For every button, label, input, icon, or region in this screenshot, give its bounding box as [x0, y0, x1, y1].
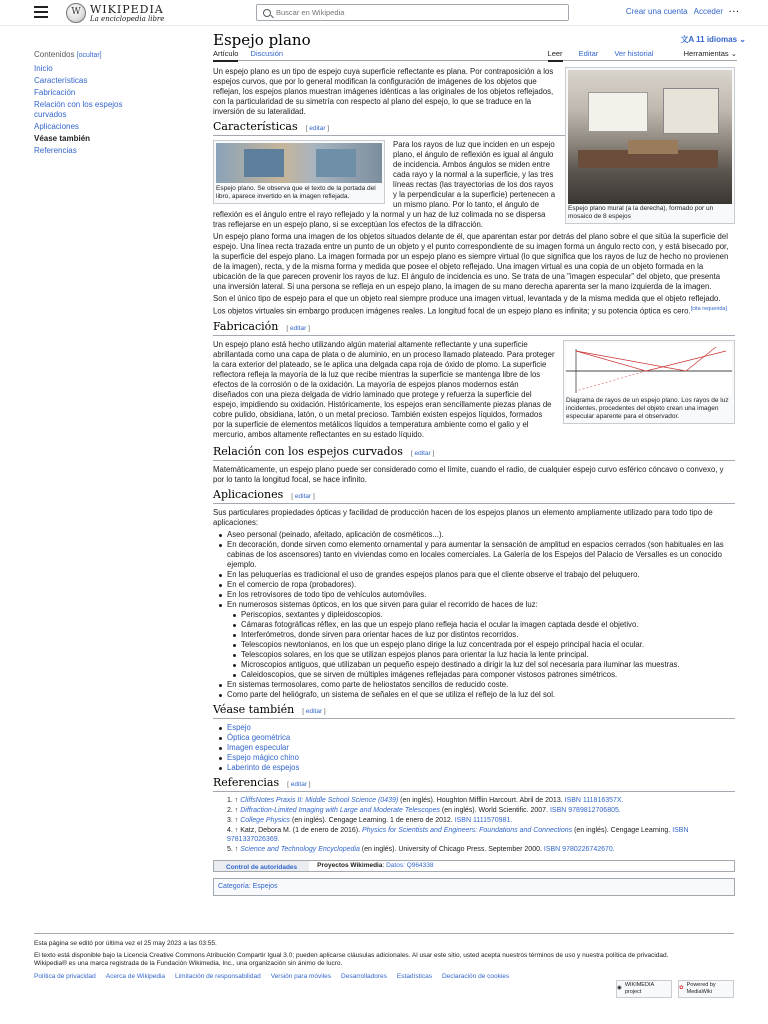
reference-rest: (en inglés). World Scientific. 2007.	[439, 806, 549, 814]
reference-title[interactable]: CliffsNotes Praxis II: Middle School Science (0439)	[240, 796, 399, 804]
reference-title[interactable]: Physics for Scientists and Engineers: Foundations and Connections	[362, 826, 573, 834]
heading-text: Referencias	[213, 775, 280, 789]
footer-link[interactable]: Desarrolladores	[341, 972, 387, 980]
reference-item: 5. ↑ Science and Technology Encyclopedia (en inglés). University of Chicago Press. September 2000. ISBN 9780226742670.	[227, 845, 615, 853]
vease-list	[227, 723, 735, 773]
list-item: En sistemas termosolares, como parte de heliostatos sencillos de reducido coste.	[227, 680, 735, 690]
authority-control-label[interactable]: Control de autoridades	[214, 861, 309, 871]
edit-section-link[interactable]: [ editar ]	[411, 450, 435, 457]
book-mirror-image[interactable]	[216, 143, 382, 183]
authority-control-box	[213, 860, 735, 872]
see-also-link[interactable]: Laberinto de espejos	[227, 763, 735, 773]
thumbnail-book	[213, 140, 385, 204]
toc-header	[34, 50, 204, 60]
toc-hide-button[interactable]: [ocultar]	[76, 52, 102, 59]
toc-item-vease[interactable]: Véase también	[34, 134, 91, 144]
isbn-link[interactable]: ISBN 9781337026369.	[227, 826, 689, 843]
list-item: Telescopios solares, en los que se utilizan espejos planos para orientar la luz hacia la lente principal.	[241, 650, 735, 660]
tab-edit[interactable]: Editar	[578, 49, 599, 58]
list-item: Telescopios newtonianos, en los que un espejo plano dirige la luz concentrada por el espejo principal hacia el ocular.	[241, 640, 735, 650]
isbn-link[interactable]: ISBN 1111570981.	[454, 816, 513, 824]
license-text: El texto está disponible bajo la Licencia Creative Commons Atribución Compartir Igual 3.0; pueden aplicarse cláusulas adicionales. Al usar este sitio, usted acepta nuestros términos de uso y nuestra política de privacidad.	[34, 951, 669, 959]
hamburger-menu-icon[interactable]	[34, 6, 48, 18]
reference-rest: (en inglés). Cengage Learning. 1 de enero de 2012.	[290, 816, 453, 824]
heading-text: Características	[213, 120, 298, 133]
mediawiki-logo-icon: ✿	[679, 985, 684, 992]
toc-item-referencias[interactable]: Referencias	[34, 146, 77, 156]
heading-text: Aplicaciones	[213, 487, 284, 501]
edit-section-link[interactable]: [ editar ]	[286, 325, 310, 332]
tab-tools[interactable]: Herramientas ⌄	[683, 49, 737, 58]
heading-text: Véase también	[213, 702, 295, 716]
list-item-text: En numerosos sistemas ópticos, en los que sirven para guiar el recorrido de haces de luz:	[227, 599, 538, 609]
reference-title[interactable]: Diffraction-Limited Imaging with Large and Moderate Telescopes	[240, 806, 440, 814]
reference-item: 1. ↑ CliffsNotes Praxis II: Middle School Science (0439) (en inglés). Houghton Mifflin Harcourt. Abril de 2013. ISBN 111816357X.	[227, 796, 624, 804]
section-heading-vease	[213, 702, 735, 719]
thumb-caption-book: Espejo plano. Se observa que el texto de la portada del libro, aparece invertido en la imagen reflejada.	[216, 185, 376, 200]
logo-subtitle: La enciclopedia libre	[90, 15, 165, 23]
badge-text: Powered by MediaWiki	[686, 981, 716, 995]
wikipedia-wordmark[interactable]	[90, 4, 164, 23]
reference-title[interactable]: College Physics	[240, 816, 291, 824]
toc-item-aplicaciones[interactable]: Aplicaciones	[34, 122, 79, 132]
reference-title[interactable]: Science and Technology Encyclopedia	[240, 845, 360, 853]
wikipedia-globe-logo[interactable]: W	[66, 3, 86, 23]
optical-systems-list	[241, 610, 735, 680]
list-item: Caleidoscopios, que se sirven de múltiples imágenes reflejadas para componer vistosos patrones simétricos.	[241, 670, 735, 680]
mediawiki-badge[interactable]	[678, 980, 734, 998]
page-title: Espejo plano	[213, 31, 311, 49]
login-link[interactable]: Acceder	[693, 7, 723, 16]
list-item: En las peluquerías es tradicional el uso de grandes espejos planos para que el cliente observe el trabajo del peluquero.	[227, 570, 735, 580]
reference-author: Katz, Debora M. (1 de enero de 2016).	[240, 826, 363, 834]
list-item: En el comercio de ropa (probadores).	[227, 580, 735, 590]
list-item: Periscopios, sextantes y dipleidoscopios.	[241, 610, 735, 620]
see-also-link[interactable]: Espejo	[227, 723, 735, 733]
tab-discussion[interactable]: Discusión	[250, 49, 284, 58]
list-item: Interferómetros, donde sirven para orientar haces de luz por distintos recorridos.	[241, 630, 735, 640]
logo-title: WIKIPEDIA	[90, 3, 164, 16]
toc-item-caracteristicas[interactable]: Características	[34, 76, 88, 86]
footer-link[interactable]: Política de privacidad	[34, 972, 96, 980]
reference-rest: (en inglés). University of Chicago Press. September 2000.	[359, 845, 542, 853]
thumb-caption-diagram: Diagrama de rayos de un espejo plano. Los rayos de luz incidentes, procedentes del objeto crean una imagen especular aparente para el observador.	[566, 396, 729, 420]
citation-needed[interactable]: [cita requerida]	[690, 306, 728, 312]
header	[0, 0, 768, 26]
tab-read[interactable]: Leer	[548, 49, 563, 62]
caracteristicas-paragraph-1: Para los rayos de luz que inciden en un espejo plano, el ángulo de reflexión es igual al ángulo de incidencia. Ambos ángulos se miden entre cada rayo y la normal a la superficie, y las tres líneas rectas (las trayectorias de los dos rayos y la perpendicular a la superficie) pertenecen a un mismo plano. Por lo tanto, el ángulo de reflexión es el ángulo entre el rayo reflejado y la normal y un haz de luz colimada no se dispersa tras reflejarse en un espejo plano, si se exceptúan los efectos de la difracción.	[213, 140, 556, 229]
intro-paragraph: Un espejo plano es un tipo de espejo cuya superficie reflectante es plana. Por contraposición a los espejos curvos, que por lo general modifican la configuración de imágenes de los objetos que reflejan, los espejos planos muestran imágenes idénticas a las originales de los objetos reflejados, con la particularidad de su simetría con respecto al plano del espejo, lo que se traduce en la inversión de su lateralidad.	[213, 67, 554, 116]
category-label[interactable]: Categoría:	[218, 882, 251, 890]
footer-link[interactable]: Declaración de cookies	[441, 972, 510, 980]
thumb-caption-mural: Espejo plano mural (a la derecha), formado por un mosaico de 8 espejos	[568, 205, 714, 220]
reference-rest: (en inglés). Houghton Mifflin Harcourt. Abril de 2013.	[398, 796, 563, 804]
edit-section-link[interactable]: [ editar ]	[287, 781, 311, 788]
authority-value: Proyectos Wikimedia: Datos: Q964338	[317, 861, 434, 869]
section-heading-fabricacion	[213, 319, 735, 336]
toc-item-relacion[interactable]: Relación con los espejos curvados	[34, 100, 123, 120]
list-item: En los retrovisores de todo tipo de vehículos automóviles.	[227, 590, 735, 600]
caracteristicas-paragraph-3	[213, 294, 735, 317]
list-item: Microscopios antiguos, que utilizaban un pequeño espejo destinado a dirigir la luz del sol necesaria para iluminar las muestras.	[241, 660, 735, 670]
isbn-link[interactable]: ISBN 9789812706805.	[549, 806, 621, 814]
search-box[interactable]	[256, 4, 569, 21]
edit-section-link[interactable]: [ editar ]	[291, 493, 315, 500]
page-tabs	[213, 49, 737, 61]
search-input[interactable]	[276, 8, 556, 17]
footer-link[interactable]: Versión para móviles	[270, 972, 332, 980]
wikimedia-logo-icon: ◉	[617, 985, 622, 992]
language-button[interactable]: 文A 11 idiomas ⌄	[680, 35, 746, 44]
heading-text: Fabricación	[213, 319, 279, 333]
language-count: 11 idiomas	[696, 35, 738, 44]
relacion-paragraph: Matemáticamente, un espejo plano puede ser considerado como el límite, cuando el radio, de cualquier espejo curvo esférico cóncavo o convexo, y por lo tanto la longitud focal, se hace infinito.	[213, 464, 724, 484]
reference-item: 4. ↑ Katz, Debora M. (1 de enero de 2016). Physics for Scientists and Engineers: Foundations and Connections (en inglés). Cengage Learning. ISBN 9781337026369.	[227, 826, 689, 843]
footer-link[interactable]: Acerca de Wikipedia	[105, 972, 166, 980]
edit-section-link[interactable]: [ editar ]	[306, 125, 330, 132]
caracteristicas-paragraph-2: Un espejo plano forma una imagen de los objetos situados delante de él, que aparentan estar por detrás del plano sobre el que sitúa la superficie del espejo. Una línea recta trazada entre un punto de un objeto y el punto correspondiente de su imagen forma un ángulo recto con, y está bisecado por, la superficie del espejo plano. La imagen formada por un espejo plano es siempre virtual (lo que significa que los rayos de luz de hecho no provienen de la imagen), recta, y de la misma forma y medida que posee el objeto reflejado. Una imagen virtual es una copia de un objeto formada en la ubicación de la que parecen provenir los rayos de luz. El ángulo de incidencia es uno. Se trata de una "imagen especular" del objeto, que presenta una inversión lateral. Si una persona se refleja en un espejo plano, la imagen de su mano derecha aparenta ser la mano izquierda de la imagen.	[213, 232, 729, 291]
thumbnail-mural	[565, 67, 735, 224]
aplicaciones-list	[227, 530, 735, 700]
wikimedia-badge[interactable]	[616, 980, 672, 998]
toc-item-inicio[interactable]: Inicio	[34, 64, 53, 74]
toc-title: Contenidos	[34, 50, 75, 59]
edit-section-link[interactable]: [ editar ]	[302, 708, 326, 715]
search-icon	[263, 9, 271, 17]
toc-item-fabricacion[interactable]: Fabricación	[34, 88, 76, 98]
mural-mirror-image[interactable]	[568, 70, 732, 204]
trademark-text: Wikipedia® es una marca registrada de la Fundación Wikimedia, Inc., una organización sin ánimo de lucro.	[34, 960, 343, 967]
more-options-icon[interactable]: ···	[729, 7, 740, 16]
list-item: En decoración, donde sirven como elemento ornamental y para aumentar la sensación de amplitud en espacios cerrados (son habituales en las cabinas de los ascensores) tanto en viviendas como en locales comerciales. La Galería de los Espejos del Palacio de Versalles es un conocido ejemplo.	[227, 540, 735, 570]
car-p3-text: Son el único tipo de espejo para el que un objeto real siempre produce una imagen virtual, levantada y de la misma medida que el objeto reflejado. Los objetos virtuales sin embargo producen imágenes reales. La longitud focal de un espejo plano es infinita; y su potencia óptica es cero.	[213, 294, 721, 316]
last-edited: Esta página se editó por última vez el 25 may 2023 a las 03:55.	[34, 940, 217, 947]
list-item: Como parte del heliógrafo, un sistema de señales en el que se utiliza el reflejo de la luz del sol.	[227, 690, 735, 700]
footer-link[interactable]: Estadísticas	[396, 972, 432, 980]
section-heading-referencias	[213, 775, 735, 792]
list-item: Cámaras fotográficas réflex, en las que un espejo plano refleja hacia el ocular la imagen captada desde el objetivo.	[241, 620, 735, 630]
ray-diagram-image[interactable]	[566, 343, 732, 395]
list-item	[227, 600, 735, 680]
table-of-contents	[34, 50, 204, 157]
section-heading-relacion	[213, 444, 735, 461]
section-heading-aplicaciones	[213, 487, 735, 504]
isbn-link[interactable]: ISBN 111816357X.	[564, 796, 624, 804]
wikimedia-projects-label: Proyectos Wikimedia	[317, 861, 383, 869]
footer-badges	[616, 980, 734, 998]
reference-item: 3. ↑ College Physics (en inglés). Cengage Learning. 1 de enero de 2012. ISBN 1111570981.	[227, 816, 513, 824]
wikidata-link[interactable]: Datos: Q964338	[386, 861, 434, 869]
reference-item: 2. ↑ Diffraction-Limited Imaging with Large and Moderate Telescopes (en inglés). World Scientific. 2007. ISBN 9789812706805.	[227, 806, 621, 814]
list-item: Aseo personal (peinado, afeitado, aplicación de cosméticos...).	[227, 530, 735, 540]
reference-rest: (en inglés). Cengage Learning.	[572, 826, 671, 834]
references-list	[227, 796, 735, 854]
category-link[interactable]: Espejos	[252, 882, 278, 890]
footer-link[interactable]: Limitación de responsabilidad	[175, 972, 261, 980]
see-also-link[interactable]: Óptica geométrica	[227, 733, 735, 743]
heading-text: Relación con los espejos curvados	[213, 444, 403, 458]
footer	[34, 933, 734, 981]
see-also-link[interactable]: Espejo mágico chino	[227, 753, 735, 763]
badge-text: WIKIMEDIA project	[624, 981, 654, 995]
aplicaciones-intro: Sus particulares propiedades ópticas y facilidad de producción hacen de los espejos planos un elemento ampliamente utilizado para todo tipo de aplicaciones:	[213, 507, 713, 527]
tools-label: Herramientas	[683, 49, 729, 58]
tab-history[interactable]: Ver historial	[614, 49, 654, 58]
isbn-link[interactable]: ISBN 9780226742670.	[543, 845, 615, 853]
thumbnail-ray-diagram	[563, 340, 735, 424]
see-also-link[interactable]: Imagen especular	[227, 743, 735, 753]
fabricacion-paragraph: Un espejo plano está hecho utilizando algún material altamente reflectante y una superficie abrillantada como una capa de plata o de aluminio, en un proceso llamado plateado. Para proteger la cara exterior del plateado, se le aplica una delgada capa roja de óxido de plomo. La superficie reflectora refleja la mayoría de la luz que recibe mientras la superficie se mantenga libre de los efectos de la corrosión o de la oxidación. La mayoría de espejos planos modernos están diseñados con una pieza delgada de vidrio laminado que protege y refuerza la superficie del espejo, impidiendo su oxidación. Históricamente, los espejos eran sencillamente piezas planas de cobre pulido, obsidiana, latón, o un metal precioso. También existen espejos líquidos, formados por la superficie de elementos metálicos líquidos a temperatura ambiente como el galio y el mercurio, ambos altamente reflectantes en su estado líquido.	[213, 339, 555, 439]
tab-article[interactable]: Artículo	[213, 49, 238, 62]
article-content	[213, 67, 735, 896]
create-account-link[interactable]: Crear una cuenta	[625, 7, 688, 16]
category-box	[213, 878, 735, 896]
